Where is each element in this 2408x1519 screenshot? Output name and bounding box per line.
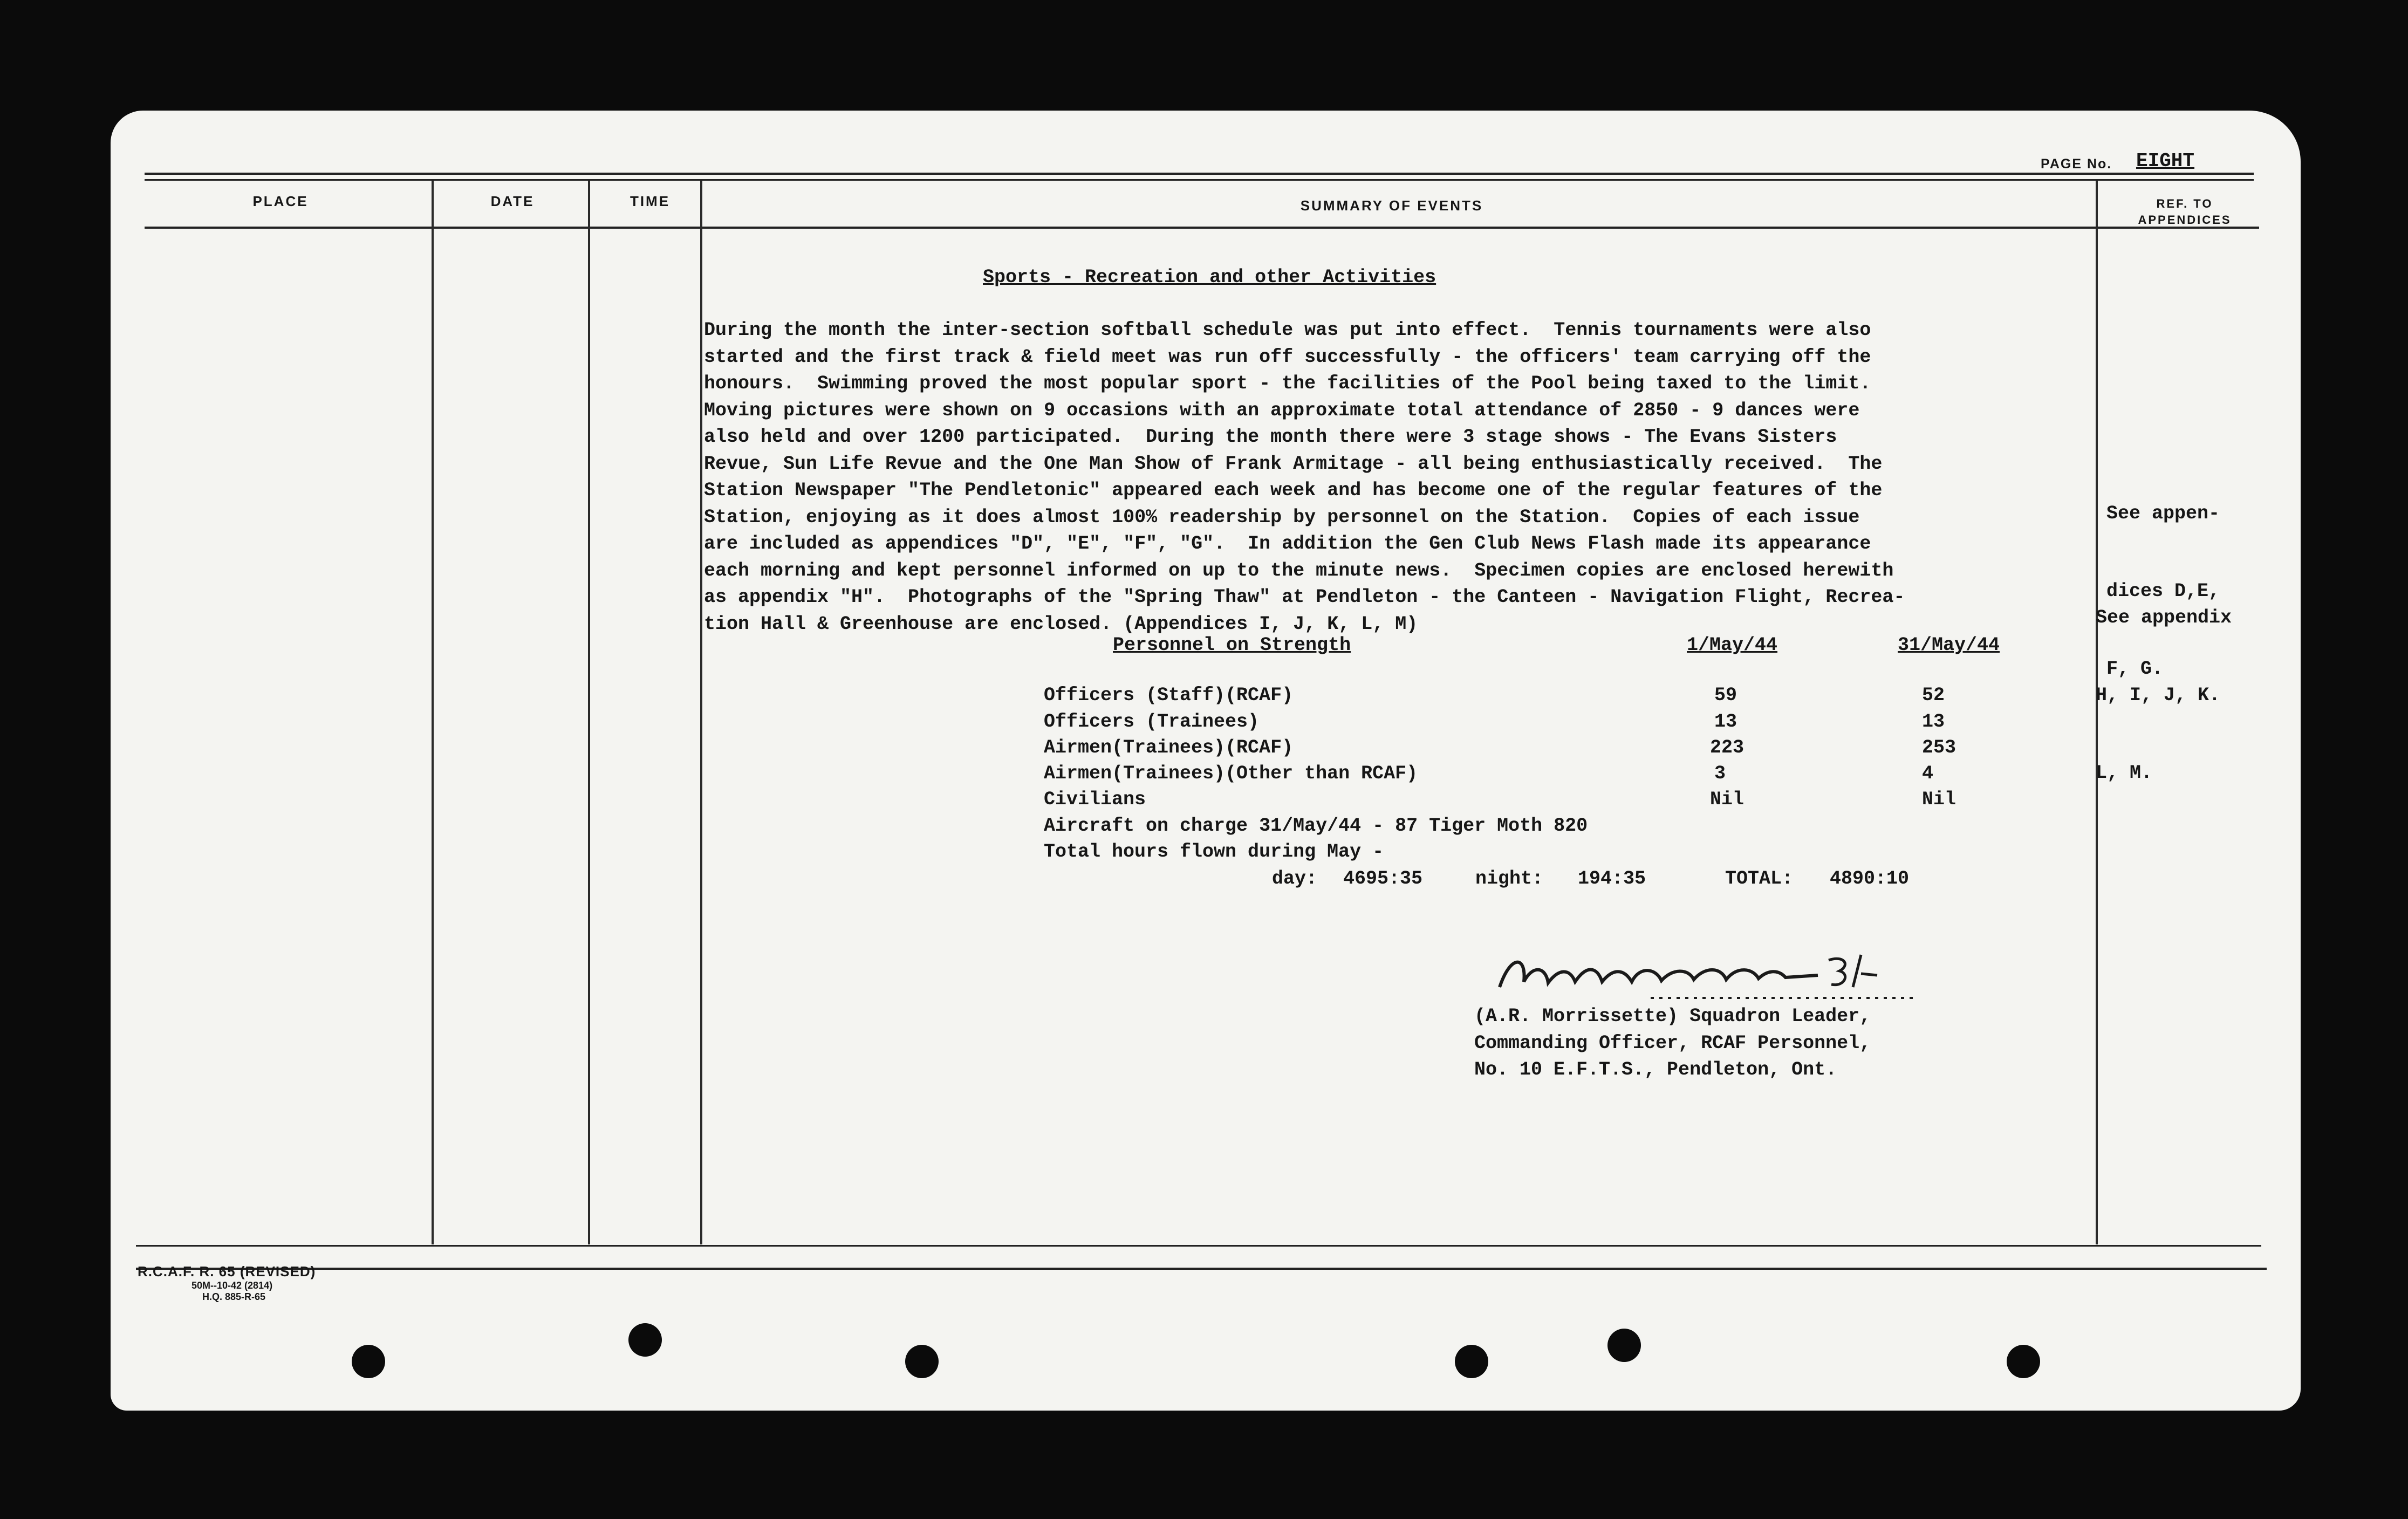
divider-time-summary	[700, 181, 702, 1244]
body-line: started and the first track & field meet was run off successfully - the officers' team carrying off the	[704, 346, 1871, 368]
ref-note-appendices-hm: See appendix H, I, J, K. L, M.	[2096, 607, 2232, 784]
punch-hole	[1607, 1329, 1641, 1362]
strength-row-v1: Nil	[1710, 789, 1745, 810]
strength-heading: Personnel on Strength	[1113, 634, 1351, 656]
strength-row-v1: 3	[1714, 763, 1726, 784]
aircraft-line: Aircraft on charge 31/May/44 - 87 Tiger Moth 820	[1044, 815, 1588, 837]
footer-rule-2	[136, 1245, 2261, 1247]
body-line: Moving pictures were shown on 9 occasions with an approximate total attendance of 2850 - 9 dances were	[704, 399, 1860, 421]
strength-row-label: Civilians	[1044, 789, 1146, 810]
hours-night-label: night:	[1475, 868, 1544, 889]
strength-row-v1: 223	[1710, 737, 1745, 758]
hours-total-value: 4890:10	[1830, 868, 1910, 889]
hours-day-label: day:	[1272, 868, 1318, 889]
body-line: During the month the inter-section softball schedule was put into effect. Tennis tournaments were also	[704, 319, 1871, 341]
ref-note-appendices-dg: See appen- dices D,E, F, G.	[2106, 503, 2220, 680]
body-line: tion Hall & Greenhouse are enclosed. (Appendices I, J, K, L, M)	[704, 613, 1418, 635]
strength-row-v2: Nil	[1922, 789, 1957, 810]
body-line: Revue, Sun Life Revue and the One Man Show of Frank Armitage - all being enthusiastically received. The	[704, 453, 1883, 475]
divider-place-date	[432, 181, 434, 1244]
column-ref-line2: APPENDICES	[2138, 213, 2232, 227]
signature-mark	[1494, 944, 1915, 1003]
section-title: Sports - Recreation and other Activities	[983, 266, 1436, 288]
strength-row-label: Airmen(Trainees)(Other than RCAF)	[1044, 763, 1418, 784]
punch-hole	[905, 1345, 939, 1378]
strength-row-label: Officers (Trainees)	[1044, 711, 1260, 733]
column-time: TIME	[630, 193, 671, 209]
footer-rule	[136, 1268, 2267, 1270]
hours-line: Total hours flown during May -	[1044, 841, 1384, 863]
punch-hole	[352, 1345, 385, 1378]
header-bottom-rule	[145, 227, 2259, 229]
strength-col-1may: 1/May/44	[1687, 634, 1778, 656]
body-line: are included as appendices "D", "E", "F", "G". In addition the Gen Club News Flash made its appearance	[704, 533, 1871, 555]
column-place: PLACE	[252, 193, 309, 209]
body-line: each morning and kept personnel informed on up to the minute news. Specimen copies are enclosed herewith	[704, 559, 1894, 581]
strength-row-v2: 253	[1922, 737, 1957, 758]
column-summary: SUMMARY OF EVENTS	[1300, 197, 1483, 214]
body-line: Station Newspaper "The Pendletonic" appeared each week and has become one of the regular features of the	[704, 480, 1883, 501]
body-line: honours. Swimming proved the most popular sport - the facilities of the Pool being taxed to the limit.	[704, 373, 1871, 394]
column-date: DATE	[490, 193, 535, 209]
signature-line: (A.R. Morrissette) Squadron Leader,	[1474, 1005, 1871, 1027]
header-top-rule	[145, 173, 2254, 175]
body-line: Station, enjoying as it does almost 100% readership by personnel on the Station. Copies of each issue	[704, 506, 1860, 528]
summary-paragraph	[704, 317, 1905, 638]
body-line: as appendix "H". Photographs of the "Spring Thaw" at Pendleton - the Canteen - Navigation Flight, Recrea-	[704, 586, 1905, 608]
strength-row-label: Airmen(Trainees)(RCAF)	[1044, 737, 1294, 758]
signature-line: No. 10 E.F.T.S., Pendleton, Ont.	[1474, 1059, 1837, 1080]
page-number-label: PAGE No.	[2041, 156, 2112, 172]
divider-date-time	[588, 181, 590, 1244]
body-line: also held and over 1200 participated. During the month there were 3 stage shows - The Evans Sisters	[704, 426, 1837, 448]
strength-row-v2: 52	[1922, 685, 1945, 706]
strength-row-v1: 59	[1714, 685, 1737, 706]
page-number: EIGHT	[2136, 150, 2195, 172]
strength-row-v1: 13	[1714, 711, 1737, 733]
punch-hole	[2007, 1345, 2040, 1378]
signature-line: Commanding Officer, RCAF Personnel,	[1474, 1032, 1871, 1054]
hours-night-value: 194:35	[1578, 868, 1646, 889]
punch-hole	[1455, 1345, 1488, 1378]
form-identifier: R.C.A.F. R. 65 (REVISED) 50M--10-42 (2814) H.Q. 885-R-65	[138, 1263, 316, 1302]
column-ref-line1: REF. TO	[2156, 197, 2213, 210]
strength-row-v2: 4	[1922, 763, 1934, 784]
strength-row-v2: 13	[1922, 711, 1945, 733]
strength-row-label: Officers (Staff)(RCAF)	[1044, 685, 1294, 706]
hours-total-label: TOTAL:	[1725, 868, 1794, 889]
strength-col-31may: 31/May/44	[1898, 634, 2000, 656]
hours-day-value: 4695:35	[1343, 868, 1423, 889]
punch-hole	[628, 1323, 662, 1357]
header-top-rule-2	[145, 179, 2254, 181]
